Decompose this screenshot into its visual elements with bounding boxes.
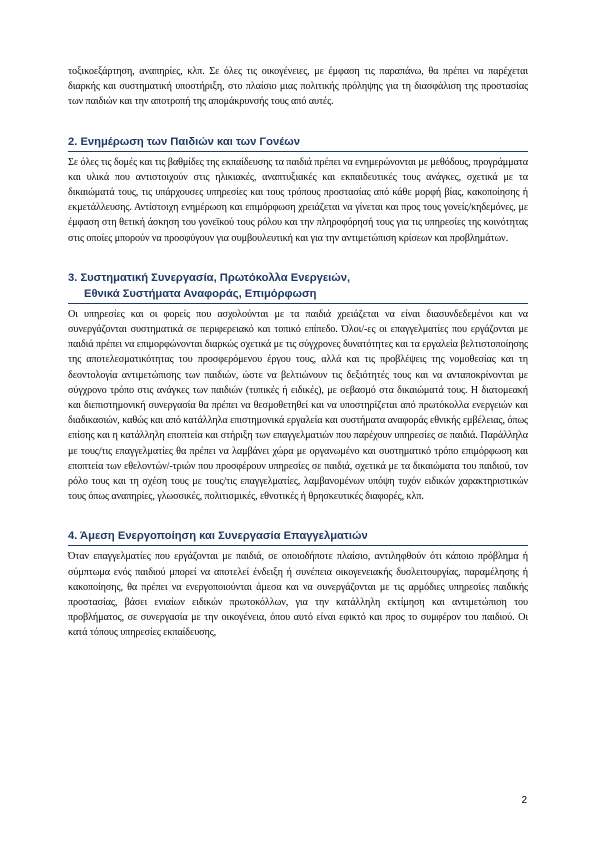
section-2 [68,134,528,246]
section-3-heading-line2: Εθνικά Συστήματα Αναφοράς, Επιμόρφωση [84,287,317,300]
section-3-heading [68,270,528,304]
page-content [68,64,528,641]
section-2-heading: 2. Ενημέρωση των Παιδιών και των Γονέων [68,134,528,152]
section-4-heading: 4. Άμεση Ενεργοποίηση και Συνεργασία Επαγγελματιών [68,528,528,546]
intro-paragraph: τοξικοεξάρτηση, αναπηρίες, κλπ. Σε όλες τις οικογένειες, με έμφαση τις παραπάνω, θα πρέπει να παρέχεται διαρκής και συστηματική υποστήριξη, στο πλαίσιο μιας πολιτικής πρόληψης για τη διασφάλιση της προστασίας των παιδιών και την αποτροπή της απομάκρυνσής τους από αυτές. [68,66,528,108]
page-number: 2 [521,795,527,806]
section-4 [68,528,528,640]
section-2-body: Σε όλες τις δομές και τις βαθμίδες της εκπαίδευσης τα παιδιά πρέπει να ενημερώνονται με μεθόδους, προγράμματα και υλικά που αντιστοιχούν στις ηλικιακές, αναπτυξιακές και εκπαιδευτικές τους ανάγκες, σχετικά με τα δικαιώματά τους, τις υπάρχουσες υπηρεσίες και τους τρόπους προστασίας από κάθε μορφή βίας, κακοποίησης ή εκμετάλλευσης. Αντίστοιχη ενημέρωση και επιμόρφωση χρειάζεται να γίνεται και προς τους γονείς/κηδεμόνες, με έμφαση στη θετική άσκηση του γονεϊκού τους ρόλου και την πληροφόρησή τους για τις υπηρεσίες της κοινότητας στις οποίες μπορούν να προσφύγουν για συμβουλευτική και για την αντιμετώπιση κρίσεων και προβλημάτων. [68,156,528,244]
section-4-body: Όταν επαγγελματίες που εργάζονται με παιδιά, σε οποιοδήποτε πλαίσιο, αντιληφθούν ότι κάποιο πρόβλημα ή σύμπτωμα ενός παιδιού μπορεί να αποτελεί ένδειξη ή συνέπεια οικογενειακής δυσλειτουργίας, παραμέλησης ή κακοποίησης, θα πρέπει να ενεργοποιούνται άμεσα και να συνεργάζονται με τις αρμόδιες υπηρεσίες παιδικής προστασίας, βάσει ενιαίων ειδικών πρωτοκόλλων, για την κατάλληλη εκτίμηση και αντιμετώπιση του προβλήματος, σε συνεργασία με την οικογένεια, όπου αυτό είναι εφικτό και προς το συμφέρον του παιδιού. Οι κατά τόπους υπηρεσίες εκπαίδευσης, [68,551,528,639]
section-3-heading-line1: 3. Συστηματική Συνεργασία, Πρωτόκολλα Ενεργειών, [68,271,351,284]
section-3-body: Οι υπηρεσίες και οι φορείς που ασχολούνται με τα παιδιά χρειάζεται να είναι διασυνδεδεμένοι και να συνεργάζονται συστηματικά σε περιφερειακό και τοπικό επίπεδο. Όλοι/-ες οι επαγγελματίες που εργάζονται με παιδιά πρέπει να επιμορφώνονται διαρκώς σχετικά με τις σύγχρονες δυνατότητες και τα εργαλεία βελτιστοποίησης της αποτελεσματικότητας του προσφερόμενου έργου τους, αλλά και τις προβλέψεις της νομοθεσίας και τη δεοντολογία αντιμετώπισης των παιδιών, ώστε να βελτιώνουν τις δεξιότητές τους και να ανταποκρίνονται με σύγχρονο τρόπο στις ανάγκες των παιδιών (τυπικές ή ειδικές), με σεβασμό στα δικαιώματά τους. Η διατομεακή και διεπιστημονική συνεργασία θα πρέπει να θεσμοθετηθεί και να υποστηρίζεται από πρωτόκολλα ενεργειών και διαδικασιών, καθώς και από κατάλληλα επιστημονικά εργαλεία και συστήματα αναφοράς εθνικής εμβέλειας, όπως επίσης και η κατάλληλη εποπτεία και στήριξη των επαγγελματιών που παρέχουν υπηρεσίες σε παιδιά. Παράλληλα με τους/τις επαγγελματίες θα πρέπει να λαμβάνει χώρα με οργανωμένο και συστηματικό τρόπο επιμόρφωση και εποπτεία των εθελοντών/-τριών που προσφέρουν υπηρεσίες σε παιδιά, σχετικά με τα δικαιώματα του παιδιού, τον ρόλο τους και τη σχέση τους με τους/τις επαγγελματίες, λαμβανομένων υπόψη τυχόν ειδικών χαρακτηριστικών τους όπως αναπηρίες, γλωσσικές, πολιτισμικές, εθνοτικές ή θρησκευτικές διαφορές, κλπ. [68,308,528,503]
section-3 [68,270,528,505]
